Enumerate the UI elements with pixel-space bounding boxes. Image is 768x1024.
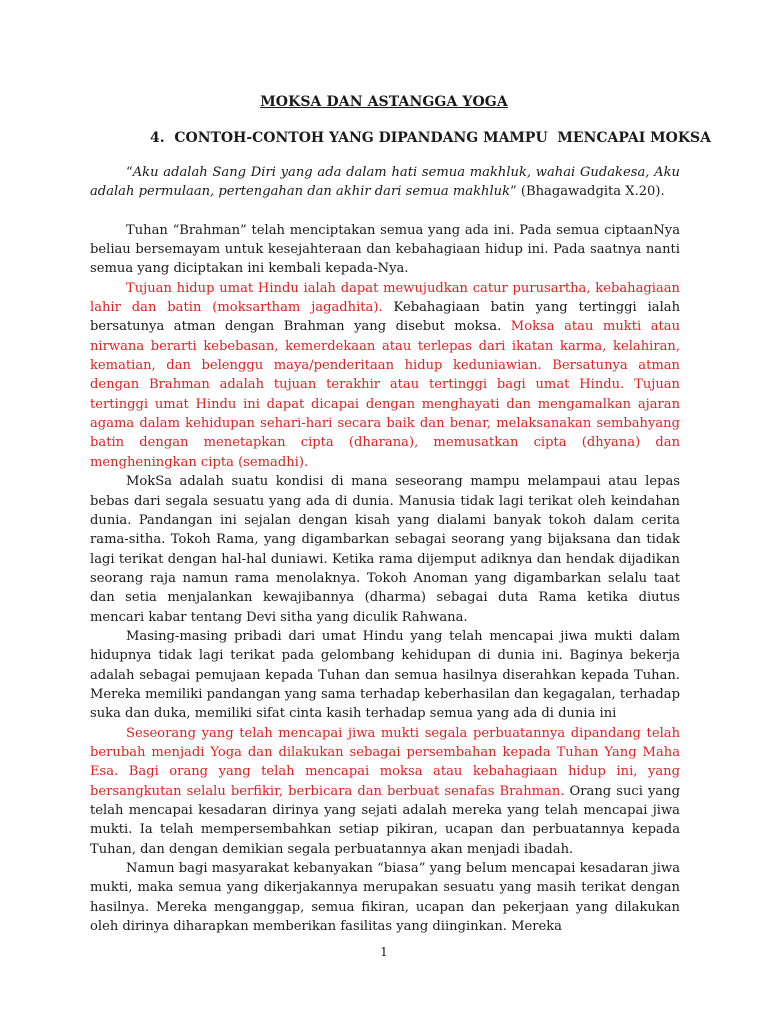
highlight-text: Moksa atau mukti atau nirwana berarti kebebasan, kemerdekaan atau terlepas dari ikatan karma, kelahiran, kematian, dan belenggu maya/penderitaan hidup keduniawian. Bersatunya atman dengan Brahman adalah tujuan terakhir atau tertinggi bagi umat Hindu. Tujuan tertinggi umat Hindu ini dapat dicapai dengan menghayati dan mengamalkan ajaran agama dalam kehidupan sehari-hari secara baik dan benar, melaksanakan sembahyang batin dengan menetapkan cipta (dharana), memusatkan cipta (dhyana) dan mengheningkan cipta (semadhi). — [90, 319, 681, 470]
section-heading: 4. CONTOH-CONTOH YANG DIPANDANG MAMPU MENCAPAI MOKSA — [150, 130, 712, 146]
paragraph-6: Namun bagi masyarakat kebanyakan “biasa” yang belum mencapai kesadaran jiwa mukti, maka semua yang dikerjakannya merupakan sesuatu yang masih terikat dengan hasilnya. Mereka menganggap, semua fikiran, ucapan dan pekerjaan yang dilakukan oleh dirinya diharapkan memberikan fasilitas yang diinginkan. Mereka — [90, 861, 680, 935]
quote-paragraph — [90, 163, 680, 202]
paragraph-4: Masing-masing pribadi dari umat Hindu yang telah mencapai jiwa mukti dalam hidupnya tidak lagi terikat pada gelombang kehidupan di dunia ini. Baginya bekerja adalah sebagai pemujaan kepada Tuhan dan semua hasilnya diserahkan kepada Tuhan. Mereka memiliki pandangan yang sama terhadap keberhasilan dan kegagalan, terhadap suka dan duka, memiliki sifat cinta kasih terhadap semua yang ada di dunia ini — [90, 628, 680, 722]
paragraph-1: Tuhan “Brahman” telah menciptakan semua yang ada ini. Pada semua ciptaanNya beliau bersemayam untuk kesejahteraan dan kebahagiaan hidup ini. Pada saatnya nanti semua yang diciptakan ini kembali kepada-Nya. — [90, 222, 680, 277]
quote-citation: ” (Bhagawadgita X.20). — [510, 184, 665, 200]
paragraph-5 — [90, 724, 680, 859]
document-body — [90, 163, 680, 936]
paragraph-2 — [90, 279, 680, 472]
highlight-text: Seseorang yang telah mencapai jiwa mukti segala perbuatannya dipandang telah berubah menjadi Yoga dan dilakukan sebagai persembahan kepada Tuhan Yang Maha Esa. Bagi orang yang telah mencapai moksa atau kebahagiaan hidup ini, yang bersangkutan selalu berfikir, berbicara dan berbuat senafas Brahman. — [90, 725, 680, 799]
document-title: MOKSA DAN ASTANGGA YOGA — [260, 94, 508, 110]
page-number: 1 — [380, 945, 388, 959]
highlight-text: Tujuan hidup umat Hindu ialah dapat mewujudkan catur purusartha, kebahagiaan lahir dan batin (moksartham jagadhita). — [90, 280, 680, 316]
quote-open: “ — [126, 165, 133, 180]
body-text: Orang suci yang telah mencapai kesadaran dirinya yang sejati adalah mereka yang telah mencapai jiwa mukti. Ia telah mempersembahkan setiap pikiran, ucapan dan perbuatannya kepada Tuhan, dan dengan demikian segala perbuatannya akan menjadi ibadah. — [90, 783, 681, 857]
body-text: Kebahagiaan batin yang tertinggi ialah bersatunya atman dengan Brahman yang disebut moksa. — [90, 300, 681, 335]
paragraph-3: MokSa adalah suatu kondisi di mana seseorang mampu melampaui atau lepas bebas dari segala sesuatu yang ada di dunia. Manusia tidak lagi terikat oleh keindahan dunia. Pandangan ini sejalan dengan kisah yang dialami banyak tokoh dalam cerita rama-sitha. Tokoh Rama, yang digambarkan sebagai seorang yang bijaksana dan tidak lagi terikat dengan hal-hal duniawi. Ketika rama dijemput adiknya dan hendak dijadikan seorang raja namun rama menolaknya. Tokoh Anoman yang digambarkan selalu taat dan setia menjalankan kewajibannya (dharma) sebagai duta Rama ketika diutus mencari kabar tentang Devi sitha yang diculik Rahwana. — [90, 474, 680, 625]
quote-text: Aku adalah Sang Diri yang ada dalam hati semua makhluk, wahai Gudakesa, Aku adalah permulaan, pertengahan dan akhir dari semua makhluk — [90, 165, 680, 200]
